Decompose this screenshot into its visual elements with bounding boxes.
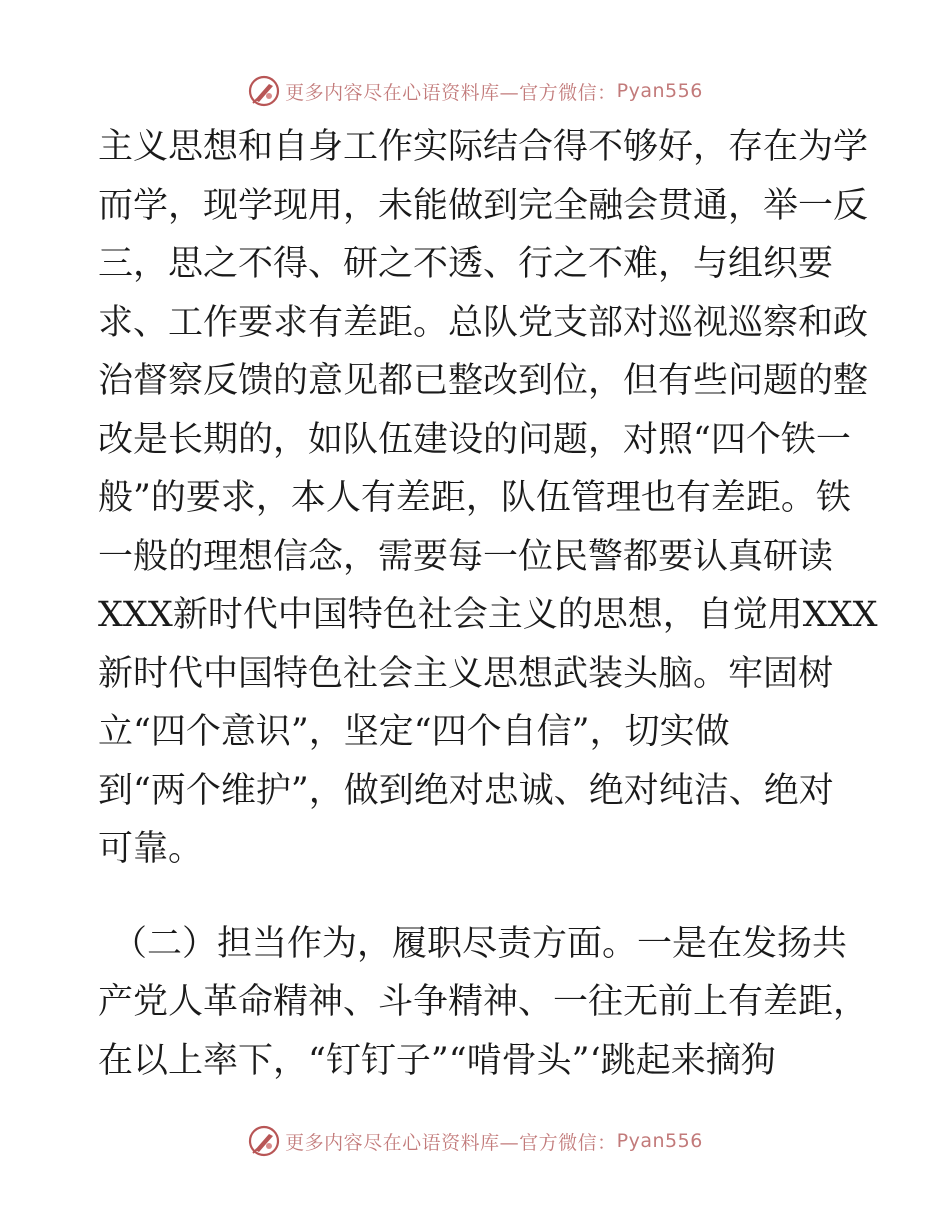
- text-line: 主义思想和自身工作实际结合得不够好，存在为学: [98, 127, 869, 167]
- text-line: 可靠。: [98, 829, 204, 869]
- text-line: 改是长期的，如队伍建设的问题，对照“四个铁一: [98, 419, 851, 460]
- text-line: 治督察反馈的意见都已整改到位，但有些问题的整: [98, 361, 869, 401]
- text-line: 到“两个维护”，做到绝对忠诚、绝对纯洁、绝对: [98, 770, 834, 811]
- text-line: 般”的要求，本人有差距，队伍管理也有差距。铁: [98, 478, 851, 518]
- text-line: 而学，现学现用，未能做到完全融会贯通，举一反: [98, 185, 869, 226]
- document-body: [98, 118, 878, 1090]
- text-line: XXX新时代中国特色社会主义的思想，自觉用XXX: [98, 595, 878, 635]
- text-line: 立“四个意识”，坚定“四个自信”，切实做: [98, 712, 730, 752]
- pen-logo-icon: [247, 1124, 281, 1158]
- text-line: 求、工作要求有差距。总队党支部对巡视巡察和政: [98, 302, 869, 343]
- watermark-wechat-id: Pyan556: [616, 1130, 703, 1152]
- text-line: 一般的理想信念，需要每一位民警都要认真研读: [98, 536, 834, 577]
- watermark-footer: [0, 1121, 950, 1161]
- watermark-wechat-id: Pyan556: [616, 80, 703, 102]
- text-line: 新时代中国特色社会主义思想武装头脑。牢固树: [98, 653, 834, 694]
- text-line: 在以上率下，“钉钉子”“啃骨头”‘跳起来摘狗: [98, 1040, 776, 1081]
- section-heading-line: （二）担当作为，履职尽责方面。一是在发扬共: [112, 923, 848, 964]
- paragraph-gap: [98, 879, 858, 915]
- watermark-header: [0, 71, 950, 111]
- text-line: 三，思之不得、研之不透、行之不难，与组织要: [98, 244, 834, 284]
- watermark-text: 更多内容尽在心语资料库—官方微信：: [285, 1131, 617, 1154]
- pen-logo-icon: [247, 74, 281, 108]
- text-line: 产党人革命精神、斗争精神、一往无前上有差距，: [98, 982, 869, 1022]
- watermark-text: 更多内容尽在心语资料库—官方微信：: [285, 81, 617, 104]
